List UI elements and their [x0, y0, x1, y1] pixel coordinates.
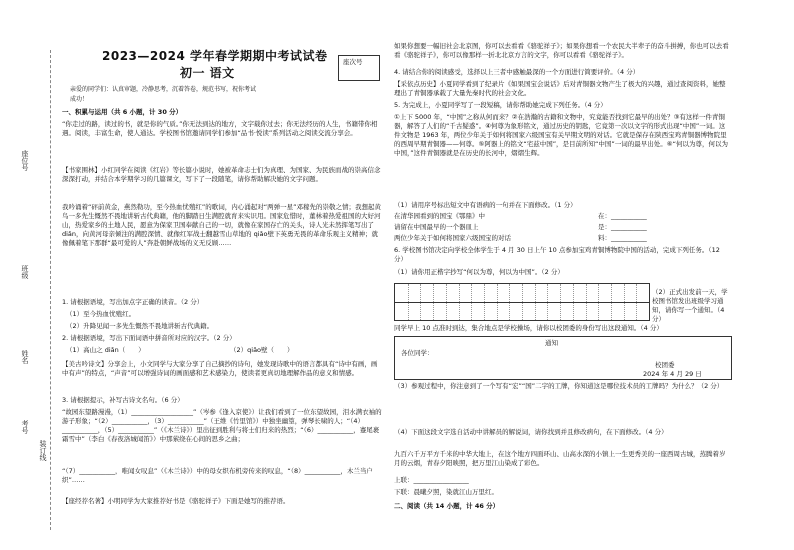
- question-6: 6. 学校图书馆决定向学校全体学生于 4 月 30 日上午 10 点参加宝鸡青铜博物院中国的活动，完成下列任务。（12 分）: [394, 246, 720, 263]
- scenic-passage: 九百六千万平方千米的中华大地上，在这个地方四面环山、山高水深的小镇上一生更秀美的一座西周古城，蒸腾着岁月的云烟，青春夕阳映照，把万里江山染成了彩色。: [394, 450, 726, 467]
- fill-line-2: 请留在中国最早的一个器皿上: [394, 223, 479, 231]
- question-2b: （2）qiǎo壁（ ）: [230, 346, 294, 354]
- book-recommend-prompt: 【座经荐名著】小明同学为大家推荐好书是《骆驼祥子》下面是她写的推荐语。: [62, 497, 290, 505]
- seat-label: 座位号: [21, 150, 29, 171]
- notice-salutation: 各位同学：: [401, 349, 434, 357]
- grid-cell: [636, 284, 637, 320]
- notice-instruction: 同学早上 10 点准时到达，集合地点是学校操场，请你以校团委的身份写出这段通知。（4 分）: [394, 324, 663, 332]
- question-3-lines: “故园东望路漫漫，（1）___________________”（岑参《逢入京使》）让我们看到了一位东望故园，泪水满衣袖的游子形象；“（2）___________，（3）___________”（王维《竹里馆》）中独坐幽篁，弹琴长啸的人；“（4）___________，（5）___________”（《木兰诗》）里出征到胜利与将士们归来的热烈；“（6）___________，蹇尾裹霜雪中”（李白《春夜洛城闻笛》）中那萦绕在心间的思乡之曲；: [62, 408, 382, 443]
- binding-line-label: 装订线: [39, 440, 47, 461]
- grid-cell: [497, 284, 498, 320]
- notice-date: 2024 年 4 月 29 日: [643, 370, 702, 378]
- notice-box[interactable]: [394, 336, 732, 380]
- couplet-upper[interactable]: 上联：_________________: [394, 476, 469, 484]
- book-prompt: 【书家围林】小红同学在阅读《红岩》等长篇小说时，她被革命志士们为真理、为国家、为民族而战的崇高信念深深打动，并结合本学期学习的几篇课文，写下了一段随笔，请你帮助解决她的文字问题。: [62, 166, 381, 183]
- notice-org: 校团委: [655, 361, 675, 369]
- class-label: 班级: [21, 265, 29, 279]
- question-5: 5. 为完成上，小夏同学写了一段短稿，请你帮助她完成下列任务。（4 分）: [394, 101, 607, 109]
- question-6b: （2）正式出发前一天，学校图书馆发出班级学习通知，请你写一个通知。（4 分）: [652, 288, 728, 323]
- question-1b: （2）升降见闻一多先生慨然不畏地讲斩古代典籍。: [66, 322, 214, 330]
- grid-cell: [446, 284, 447, 320]
- intro-text: “你走过的路，读过的书，就是你的气质。”你无法到达的地方，文字载你过去；你无法经历的人生，书籍带你相遇。阅读，丰富生命，使人通达。学校图书馆邀请同学们参加“品书·悦读”系列活动之阅读交流分享会。: [62, 120, 378, 137]
- name-label: 姓名: [21, 350, 29, 364]
- question-3: 3. 请根据提示，补写古诗文名句。（6 分）: [62, 396, 184, 404]
- passage-1: 我吟诵着“砰前黄金，燕然勒功，至今热血忧殖红”的歌词，内心涌起对“两弹一星”邓稼先的崇敬之情；我想起黄鸟一多先生慨然不畏地讲斩古代典籍，他的脚踏日生满腔就育来实识用。国家危惜时，董林着热爱祖国的大好河山，热爱家乡的土地人民，愿意为保家卫国奉献自己的一切，就像在家国存亡的关头，诗人光未然挥笔写出了 diǎn，向黄河母亲倾注的满腔深情、就像红军战士翻越雪山草地的 qiǎo壁下英勇无畏的革命乐观主义精神；就像佩着笔下那群“最可爱的人”奔赴朝鲜战场的义无反顾……: [62, 203, 381, 247]
- handwriting-grid[interactable]: [394, 283, 650, 321]
- history-passage: ①上下 5000 年，“中国”之称从何而来？②在浩瀚的古籍和文物中，究竟能否找到它最早的出处？③有这样一件青铜器，解答了人们的“千古疑惑”。④何尊为象形铭文，通过历史的钥匙，它竟第一次以文字的形式出现“中国”一词。这件文物是 1963 年，两位少年关于如何将国家六级国宝有关早期文明的对话。它就是保存在陕西宝鸡青铜器博物院里的西周早期青铜器——何尊。⑤阿器上的铭文“宅兹中国”，是目前所知“中国”一词的最早出处。⑥“何以为尊，何以为中国，”这件青铜器就是在历史的长河中，熠熠生辉。: [394, 113, 728, 157]
- seat-box-label: 座次号: [343, 58, 363, 66]
- exam-motto-end: 成功！: [70, 96, 89, 103]
- question-1: 1. 请根据语境，写出加点字正确的读音。（2 分）: [62, 298, 204, 306]
- exam-motto: 亲爱的同学们：认真审题，冷静思考，沉着答卷，规范书写，祝你考试: [70, 86, 257, 93]
- binding-line: [50, 50, 51, 530]
- grid-cell: [509, 284, 510, 320]
- section-2-heading: 二、阅读（共 14 小题，计 46 分）: [394, 502, 500, 510]
- fill-answer-1[interactable]: 在：___________: [598, 212, 647, 220]
- grid-cell: [624, 284, 625, 320]
- question-2: 2. 请根据语境，写出下面词语中拼音所对应的汉字。（2 分）: [62, 334, 236, 342]
- fill-answer-3[interactable]: 料：___________: [598, 234, 647, 242]
- grid-cell: [560, 284, 561, 320]
- grid-cell: [471, 284, 472, 320]
- question-2a: （1）高山之 diǎn（ ）: [66, 346, 145, 354]
- exam-number-label: 考号: [21, 420, 29, 434]
- grid-cell: [573, 284, 574, 320]
- fill-line-1: 在清华园看到的国宝《鄂鼎》中: [394, 212, 485, 220]
- poetry-prompt: 【美古吟诗文】分享会上，小文同学与大家分享了自己摘抄的诗句，她发现诗歌中的语言都具有“诗中有画，画中有声”的特点，“声音”可以增强诗词的画面感和艺术感染力，使读者更真切地理解作品的意义和情感。: [62, 360, 378, 377]
- grid-cell: [459, 284, 460, 320]
- grid-cell: [535, 284, 536, 320]
- question-1a: （1）至今热血忧殖红。: [66, 310, 136, 318]
- grid-cell: [522, 284, 523, 320]
- question-6d: （4）下面这段文字选自活动中讲解员的解说词，请你找到并且修改病句，在下面修改。（4 分）: [394, 428, 668, 436]
- history-prompt: 【采依点历史】小夏同学看到了纪录片《如果国宝会说话》后对青铜器文物产生了极大的兴趣，通过查阅资料，她整理出了青铜器承载了大量先秦时代的社会文化。: [394, 80, 726, 97]
- grid-cell: [611, 284, 612, 320]
- grid-cell: [598, 284, 599, 320]
- grid-cell: [433, 284, 434, 320]
- grid-cell: [586, 284, 587, 320]
- notice-title: 通知: [545, 339, 558, 347]
- question-3-more: “（7）___________，唯闻女叹息”（《木兰诗》）中的母女织布机旁传来的叹息，“（8）___________，木兰当户织”……: [62, 467, 373, 484]
- exam-subject: 初一 语文: [180, 66, 235, 80]
- exam-title: 2023—2024 学年春学期期中考试试卷: [102, 49, 328, 63]
- question-4: 4. 请结合你的阅读感受，选择以上三者中感触最深的一个方面进行简要评价。（4 分）: [394, 68, 640, 76]
- grid-cell: [408, 284, 409, 320]
- grid-cell: [420, 284, 421, 320]
- question-6a: （1）请你用正楷字抄写“何以为尊，何以为中国”。（2 分）: [394, 268, 564, 276]
- fill-answer-2[interactable]: 是：___________: [598, 223, 647, 231]
- couplet-lower: 下联：晨曦夕照，染就江山万里红。: [394, 488, 498, 496]
- grid-cell: [547, 284, 548, 320]
- grid-cell: [484, 284, 485, 320]
- recommend-text: 如果你想要一幅旧社会北京图，你可以去看看《骆驼祥子》；如果你想看一个农民大半辈子的奋斗拼搏，你也可以去看看《骆驼祥子》，你可以像那样一折北北京方言的文字，你可以看看《骆驼祥子》。: [394, 42, 729, 59]
- question-6c: （3）参观过程中，你注意到了一个写有“宏”“国”二字的工牌，你知道这是哪位技术员的工牌吗？为什么？（2 分）: [394, 382, 724, 390]
- question-5a: （1）请用序号标出短文中有语病的一句并在下面修改。（1 分）: [394, 201, 577, 209]
- section-1-heading: 一、积累与运用（共 6 小题，计 30 分）: [62, 108, 183, 116]
- seat-box: [338, 55, 380, 81]
- fill-line-3: 两位少年关于如何将国家六级国宝的对话: [394, 234, 511, 242]
